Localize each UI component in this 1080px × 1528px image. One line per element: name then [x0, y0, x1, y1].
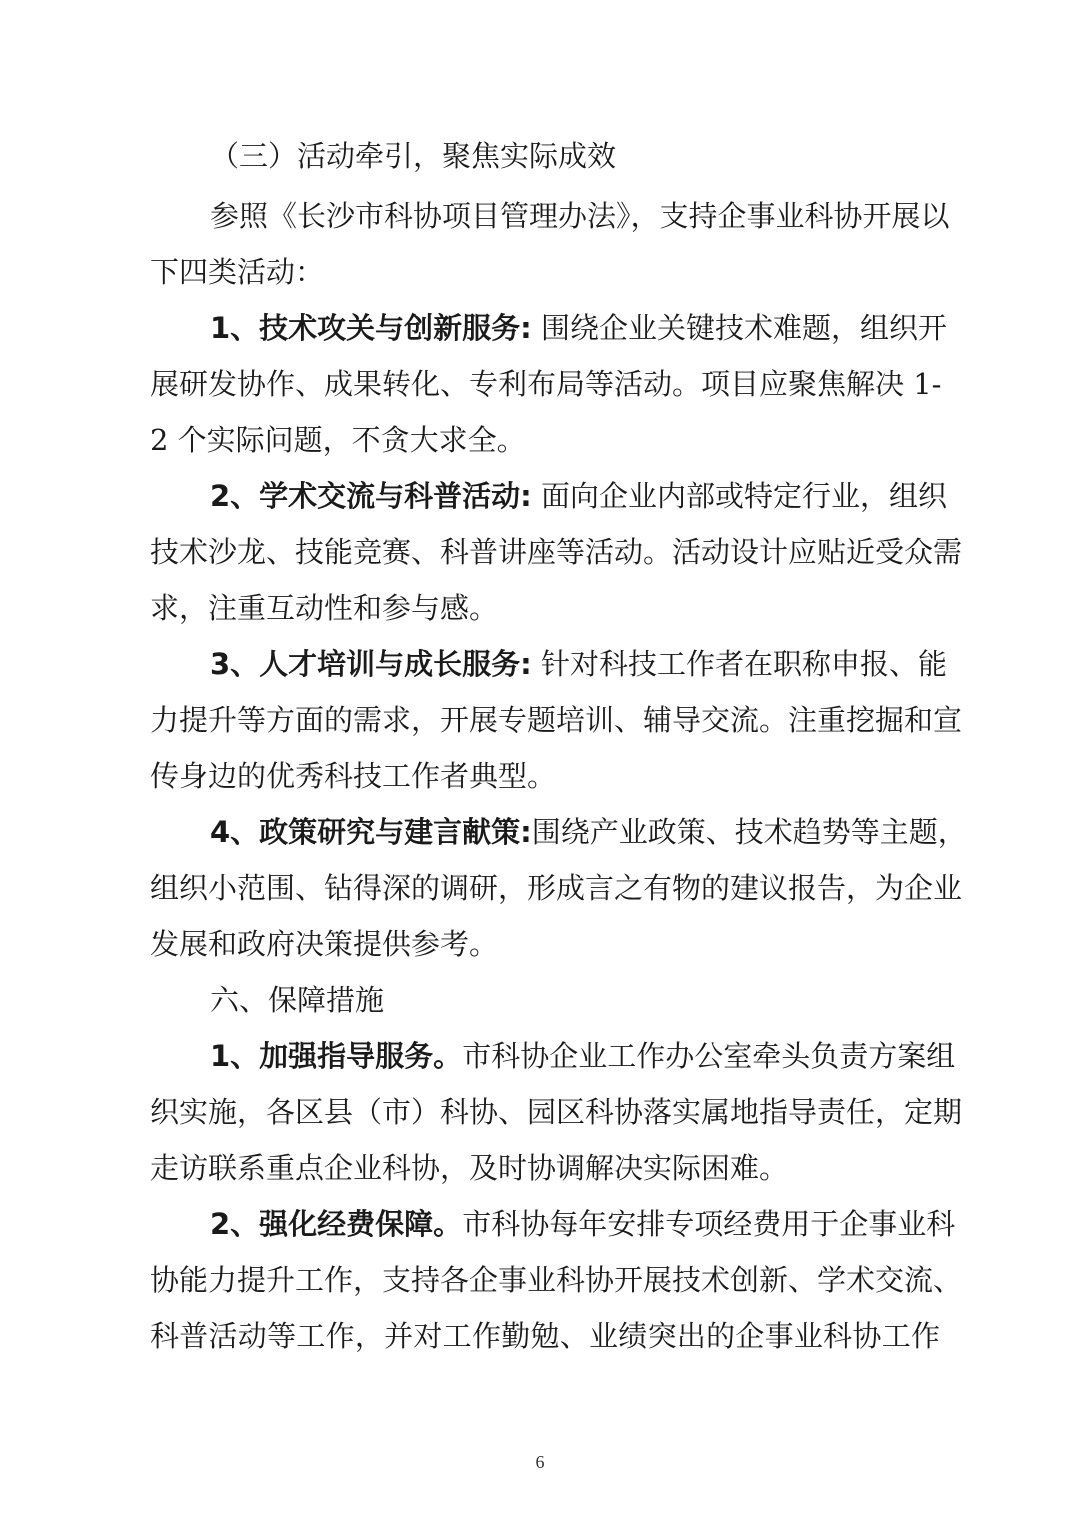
item1-text: 围绕企业关键技术难题，组织开 [531, 311, 948, 345]
item1-title: 1、技术攻关与创新服务: [210, 311, 532, 345]
item2-line-1 [210, 476, 948, 516]
item4-text: 围绕产业政策、技术趋势等主题， [531, 815, 967, 849]
measure1-text: 市科协企业工作办公室牵头负责方案组 [462, 1039, 956, 1073]
item1-line-2: 展研发协作、成果转化、专利布局等活动。项目应聚焦解决 1- [150, 367, 942, 401]
item3-line-3: 传身边的优秀科技工作者典型。 [150, 759, 557, 793]
item2-text: 面向企业内部或特定行业，组织 [531, 479, 948, 513]
item4-line-1 [210, 812, 967, 852]
item4-line-3: 发展和政府决策提供参考。 [150, 927, 499, 961]
measure1-title: 1、加强指导服务。 [210, 1039, 463, 1073]
item3-line-1 [210, 644, 948, 684]
item4-title: 4、政策研究与建言献策: [210, 815, 532, 849]
intro-line-2: 下四类活动： [150, 255, 325, 289]
item3-text: 针对科技工作者在职称申报、能 [531, 647, 948, 681]
page-number: 6 [535, 1452, 545, 1472]
measure1-line-3: 走访联系重点企业科协，及时协调解决实际困难。 [150, 1151, 789, 1185]
measure2-line-2: 协能力提升工作，支持各企事业科协开展技术创新、学术交流、 [150, 1263, 963, 1297]
measure1-line-1 [210, 1036, 956, 1076]
section-heading: （三）活动牵引，聚焦实际成效 [210, 139, 617, 173]
item1-line-3: 2 个实际问题，不贪大求全。 [150, 423, 526, 457]
section6-heading: 六、保障措施 [210, 983, 385, 1017]
item2-line-2: 技术沙龙、技能竞赛、科普讲座等活动。活动设计应贴近受众需 [150, 535, 963, 569]
item3-title: 3、人才培训与成长服务: [210, 647, 532, 681]
item4-line-2: 组织小范围、钻得深的调研，形成言之有物的建议报告，为企业 [150, 871, 963, 905]
measure2-line-3: 科普活动等工作，并对工作勤勉、业绩突出的企事业科协工作 [150, 1319, 940, 1353]
item1-line-1 [210, 308, 948, 348]
measure2-title: 2、强化经费保障。 [210, 1207, 463, 1241]
item2-title: 2、学术交流与科普活动: [210, 479, 532, 513]
measure1-line-2: 织实施，各区县（市）科协、园区科协落实属地指导责任，定期 [150, 1095, 963, 1129]
measure2-text: 市科协每年安排专项经费用于企事业科 [462, 1207, 956, 1241]
intro-line-1: 参照《长沙市科协项目管理办法》，支持企事业科协开展以 [210, 199, 950, 233]
item3-line-2: 力提升等方面的需求，开展专题培训、辅导交流。注重挖掘和宣 [150, 703, 963, 737]
item2-line-3: 求，注重互动性和参与感。 [150, 591, 499, 625]
measure2-line-1 [210, 1204, 956, 1244]
